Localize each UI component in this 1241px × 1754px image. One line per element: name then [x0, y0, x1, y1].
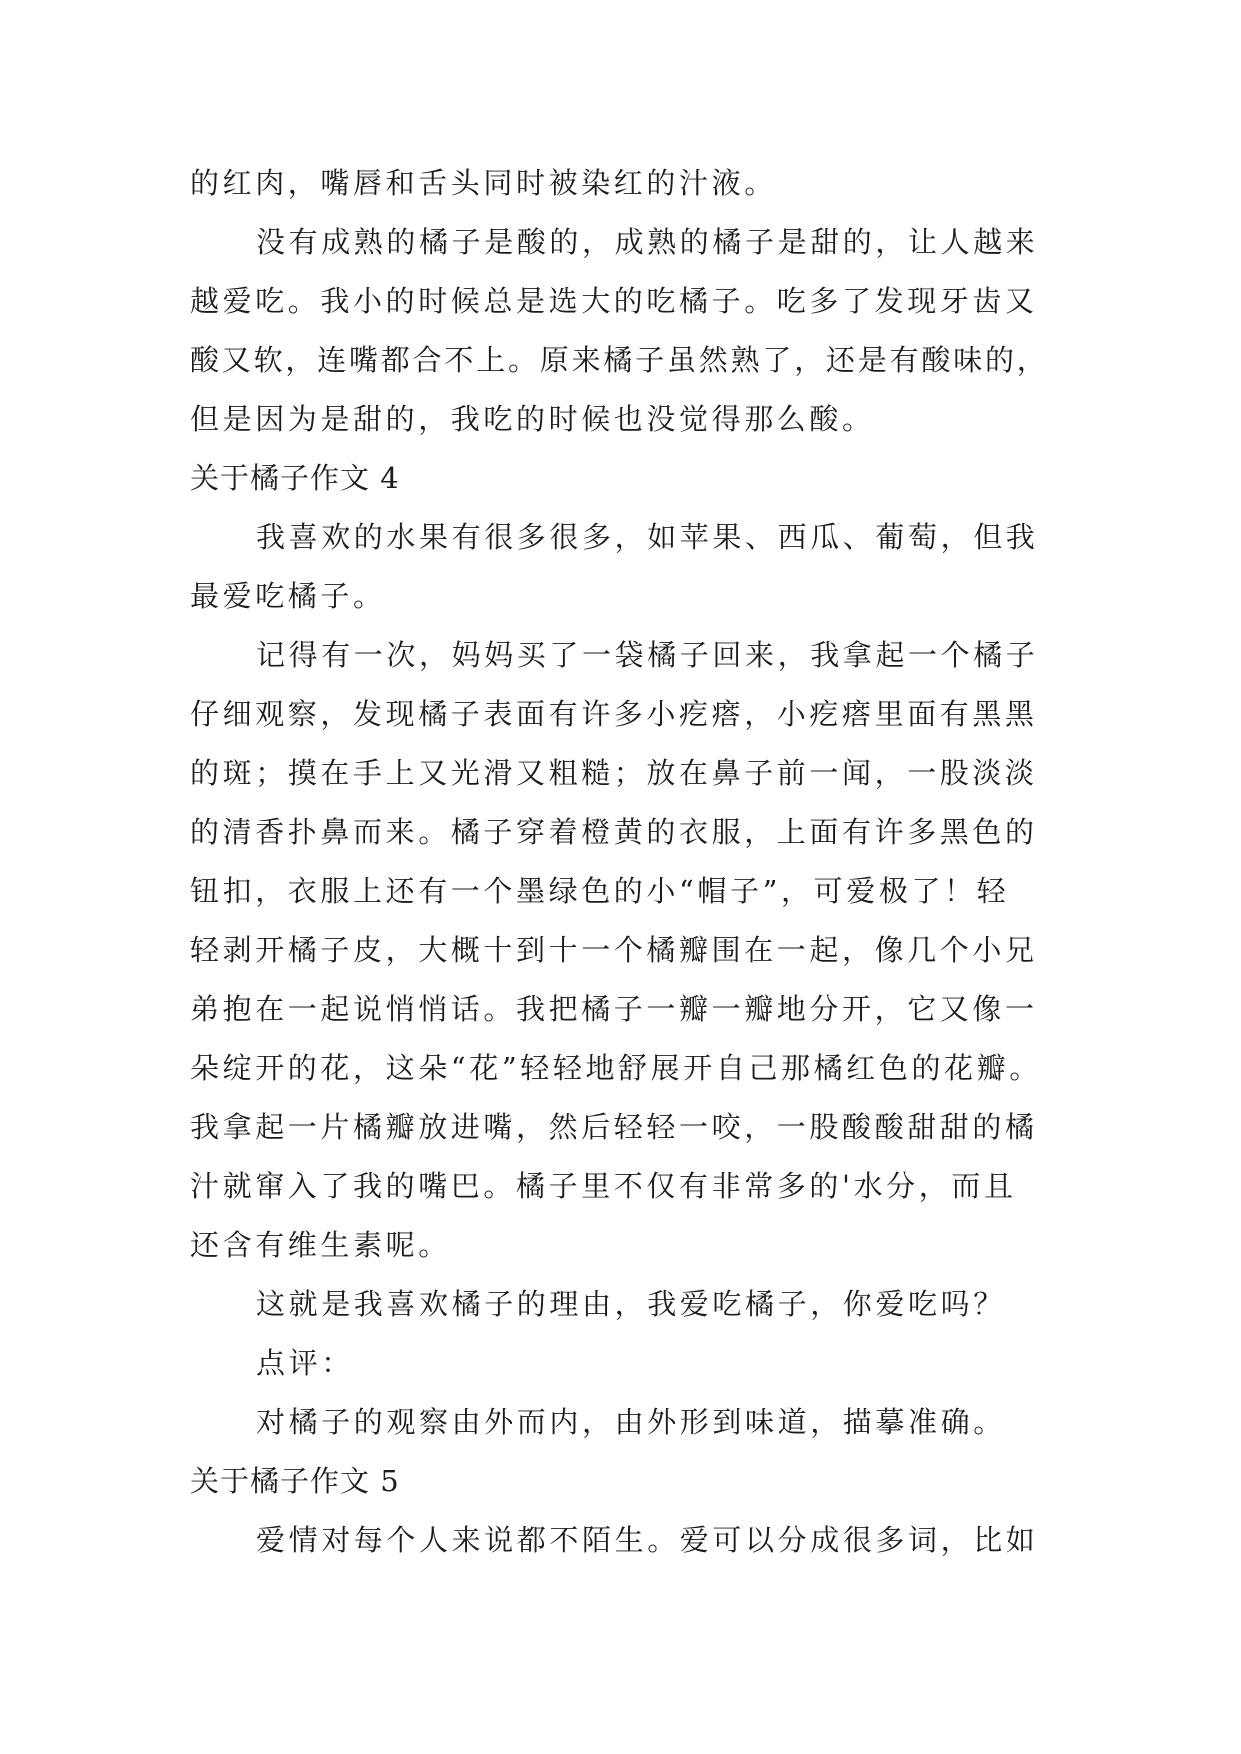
- text-line: 轻剥开橘子皮，大概十到十一个橘瓣围在一起，像几个小兄: [190, 933, 1038, 967]
- text-line: 仔细观察，发现橘子表面有许多小疙瘩，小疙瘩里面有黑黑: [190, 697, 1038, 731]
- paragraph-first-line: 这就是我喜欢橘子的理由，我爱吃橘子，你爱吃吗？: [256, 1287, 1006, 1321]
- text-line: 还含有维生素呢。: [190, 1228, 451, 1262]
- text-line: 我拿起一片橘瓣放进嘴，然后轻轻一咬，一股酸酸甜甜的橘: [190, 1110, 1038, 1144]
- text-line: 汁就窜入了我的嘴巴。橘子里不仅有非常多的'水分，而且: [190, 1169, 1017, 1203]
- document-body: [190, 154, 1052, 1570]
- text-line: 但是因为是甜的，我吃的时候也没觉得那么酸。: [190, 402, 875, 436]
- paragraph-first-line: 记得有一次，妈妈买了一袋橘子回来，我拿起一个橘子: [256, 638, 1039, 672]
- text-line: 的斑；摸在手上又光滑又粗糙；放在鼻子前一闻，一股淡淡: [190, 756, 1038, 790]
- section-heading: 关于橘子作文 5: [190, 1464, 400, 1498]
- text-line: 越爱吃。我小的时候总是选大的吃橘子。吃多了发现牙齿又: [190, 284, 1038, 318]
- paragraph-first-line: 对橘子的观察由外而内，由外形到味道，描摹准确。: [256, 1405, 1006, 1439]
- text-line: 朵绽开的花，这朵“花”轻轻地舒展开自己那橘红色的花瓣。: [190, 1051, 1042, 1085]
- section-heading: 关于橘子作文 4: [190, 461, 400, 495]
- text-line: 的红肉，嘴唇和舌头同时被染红的汁液。: [190, 166, 777, 200]
- text-line: 的清香扑鼻而来。橘子穿着橙黄的衣服，上面有许多黑色的: [190, 815, 1038, 849]
- paragraph-first-line: 爱情对每个人来说都不陌生。爱可以分成很多词，比如: [256, 1523, 1039, 1557]
- text-line: 钮扣，衣服上还有一个墨绿色的小“帽子”，可爱极了！轻: [190, 874, 1010, 908]
- text-line: 酸又软，连嘴都合不上。原来橘子虽然熟了，还是有酸味的，: [190, 343, 1049, 377]
- text-line: 弟抱在一起说悄悄话。我把橘子一瓣一瓣地分开，它又像一: [190, 992, 1038, 1026]
- comment-label: 点评：: [256, 1346, 354, 1380]
- paragraph-first-line: 我喜欢的水果有很多很多，如苹果、西瓜、葡萄，但我: [256, 520, 1039, 554]
- text-line: 最爱吃橘子。: [190, 579, 386, 613]
- paragraph-first-line: 没有成熟的橘子是酸的，成熟的橘子是甜的，让人越来: [256, 225, 1039, 259]
